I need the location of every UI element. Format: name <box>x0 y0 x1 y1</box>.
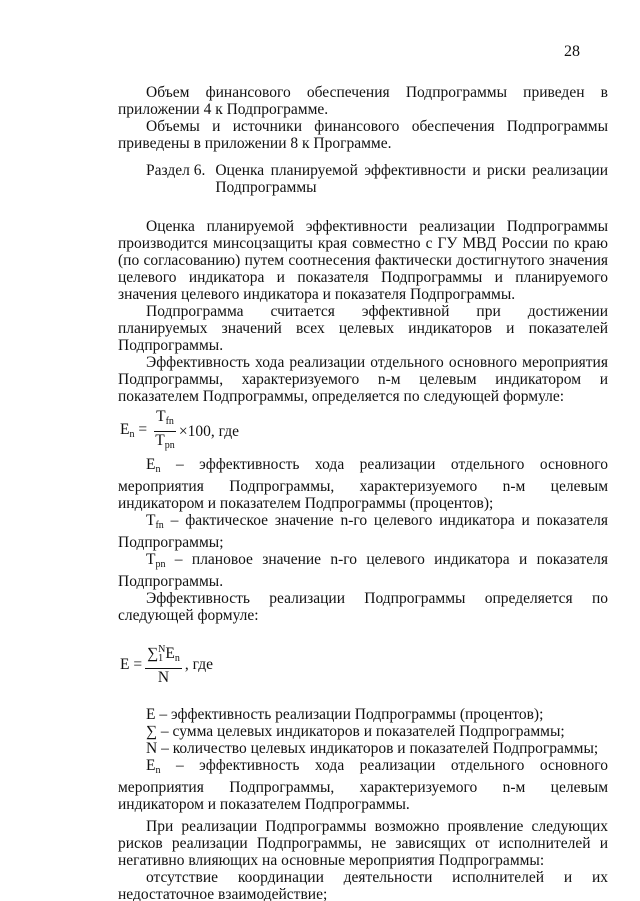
paragraph-event-efficiency: Эффективность хода реализации отдельного основного мероприятия Подпрограммы, характеризуемого n-м целевым индикатором и показателем Подпрограммы, определяется по следующей формуле: <box>118 354 608 405</box>
formula-program-efficiency: E = $\frac{\sum_1^NE_n}{N}$ , где <box>120 644 213 686</box>
section-title <box>215 162 608 196</box>
paragraph-financing: Объем финансового обеспечения Подпрограммы приведен в приложении 4 к Подпрограмме. <box>118 84 608 118</box>
definition-n: N – количество целевых индикаторов и показателей Подпрограммы; <box>146 740 599 757</box>
document-body <box>118 84 608 901</box>
paragraph-effective: Подпрограмма считается эффективной при достижении планируемых значений всех целевых индикаторов и показателей Подпрограммы. <box>118 303 608 354</box>
section-title-line-2: Подпрограммы <box>215 179 317 196</box>
paragraph-risks: При реализации Подпрограммы возможно проявление следующих рисков реализации Подпрограммы, не зависящих от исполнителей и негативно влияющих на основные мероприятия Подпрограммы: <box>118 818 608 869</box>
section-label: Раздел 6. <box>146 162 206 179</box>
definition-e: E – эффективность реализации Подпрограммы (процентов); <box>146 706 544 723</box>
definition-tfn: $T_{fn}$ – фактическое значение n-го целевого индикатора и показателя Подпрограммы; <box>118 512 608 551</box>
paragraph-assessment: Оценка планируемой эффективности реализации Подпрограммы производится минсоцзащиты края совместно с ГУ МВД России по краю (по согласованию) путем соотнесения фактически достигнутого значения целевого индикатора и показателя Подпрограммы и планируемого значения целевого индикатора и показателя Подпрограммы. <box>118 218 608 303</box>
definition-tpn: $T_{pn}$ – плановое значение n-го целевого индикатора и показателя Подпрограммы. <box>118 551 608 590</box>
paragraph-program-efficiency: Эффективность реализации Подпрограммы определяется по следующей формуле: <box>118 590 608 624</box>
definition-sum: ∑ – сумма целевых индикаторов и показателей Подпрограммы; <box>146 723 565 740</box>
paragraph-sources: Объемы и источники финансового обеспечения Подпрограммы приведены в приложении 8 к Программе. <box>118 118 608 152</box>
page-number: 28 <box>564 43 580 60</box>
section-heading <box>118 162 608 196</box>
section-title-line-1: Оценка планируемой эффективности и риски реализации <box>215 162 608 179</box>
formula-fraction: $\frac{T_{fn}}{T_{pn}}$ <box>155 408 175 451</box>
definition-en-2: $E_n$ – эффективность хода реализации отдельного основного мероприятия Подпрограммы, характеризуемого n-м целевым индикатором и показателем Подпрограммы. <box>118 757 608 813</box>
definition-en: $E_n$ – эффективность хода реализации отдельного основного мероприятия Подпрограммы, характеризуемого n-м целевым индикатором и показателем Подпрограммы (процентов); <box>118 456 608 512</box>
formula-event-efficiency: $E_n$ = $\frac{T_{fn}}{T_{pn}}$ ×100, где <box>118 409 608 454</box>
paragraph-risk-coordination: отсутствие координации деятельности исполнителей и их недостаточное взаимодействие; <box>118 869 608 901</box>
formula-fraction-2: $\frac{\sum_1^NE_n}{N}$ <box>147 644 180 686</box>
